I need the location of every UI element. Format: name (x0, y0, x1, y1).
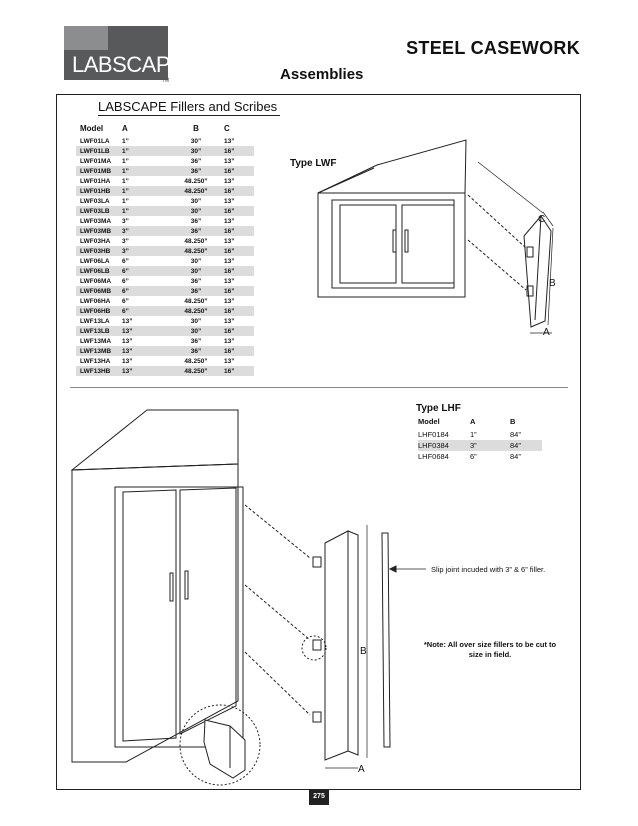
table-cell: 48.250” (184, 237, 208, 245)
table-cell: 30” (168, 266, 220, 276)
table-cell: LWF06HB (76, 306, 118, 316)
table-cell: 13” (224, 157, 235, 165)
page-number: 275 (309, 789, 329, 805)
table-cell: 48.250” (184, 177, 208, 185)
table-cell: 84” (510, 452, 521, 461)
table-cell: LWF03HB (76, 246, 118, 256)
table-cell: 6” (122, 257, 129, 265)
column-header-model: Model (418, 417, 440, 426)
logo-trademark: TM (162, 78, 170, 84)
oversize-note: *Note: All over size fillers to be cut to size in field. (423, 640, 557, 659)
lwf-dimension-a: A (543, 327, 550, 338)
table-cell: LWF03HA (80, 237, 111, 245)
table-cell: LWF06LB (76, 266, 118, 276)
table-cell: LWF13MB (76, 346, 118, 356)
table-cell: 3” (470, 440, 510, 451)
table-cell: LWF01HA (80, 177, 111, 185)
table-cell: 13” (224, 257, 235, 265)
section-title: Assemblies (280, 66, 364, 83)
table-cell: LWF01MB (76, 166, 118, 176)
table-cell: 30” (190, 137, 202, 145)
table-cell: 16” (220, 246, 254, 256)
table-cell: 1” (122, 137, 129, 145)
table-cell: LWF13LB (76, 326, 118, 336)
table-cell: LHF0184 (418, 430, 449, 439)
table-cell: 84” (510, 440, 542, 451)
table-header-row (418, 414, 542, 429)
lwf-dimension-b: B (549, 278, 556, 289)
table-cell: 16” (220, 326, 254, 336)
table-cell: 1” (122, 197, 129, 205)
table-cell: 30” (190, 197, 202, 205)
table-cell: LWF01LA (80, 137, 110, 145)
table-cell: 36” (168, 286, 220, 296)
lhf-dimension-a: A (358, 764, 365, 775)
table-cell: 3” (118, 246, 168, 256)
table-cell: 13” (224, 337, 235, 345)
table-cell: 1” (118, 146, 168, 156)
table-cell: 3” (118, 226, 168, 236)
table-cell: 16” (220, 166, 254, 176)
lhf-table (418, 414, 542, 462)
table-cell: LWF06LA (80, 257, 110, 265)
table-cell: 1” (122, 157, 129, 165)
table-cell: 16” (220, 266, 254, 276)
table-cell: 13” (224, 277, 235, 285)
fillers-title: LABSCAPE Fillers and Scribes (98, 99, 278, 114)
table-cell: 48.250” (168, 186, 220, 196)
type-lhf-label: Type LHF (416, 403, 461, 414)
table-cell: 30” (190, 257, 202, 265)
table-cell: 13” (224, 197, 235, 205)
table-cell: 30” (168, 146, 220, 156)
slip-joint-note: Slip joint incuded with 3” & 6” filler. (431, 565, 546, 574)
table-cell: 1” (118, 186, 168, 196)
table-cell: 30” (190, 317, 202, 325)
table-cell: LWF13LA (80, 317, 110, 325)
table-cell: LHF0384 (418, 440, 470, 451)
table-cell: 13” (122, 317, 133, 325)
table-cell: 1” (122, 177, 129, 185)
column-header-model: Model (80, 123, 104, 133)
table-cell: LWF01MA (80, 157, 112, 165)
table-cell: 13” (224, 317, 235, 325)
table-cell: 48.250” (168, 306, 220, 316)
table-cell: LWF01HB (76, 186, 118, 196)
table-cell: 13” (224, 137, 235, 145)
table-cell: 36” (168, 166, 220, 176)
table-cell: LWF13HB (76, 366, 118, 376)
table-cell: 13” (224, 217, 235, 225)
table-cell: 13” (224, 297, 235, 305)
table-cell: 13” (118, 346, 168, 356)
table-cell: LWF03LB (76, 206, 118, 216)
table-cell: 30” (168, 206, 220, 216)
table-cell: 36” (168, 226, 220, 236)
table-cell: LWF13HA (80, 357, 111, 365)
lhf-tall-cabinet-illustration (72, 410, 426, 785)
table-cell: 48.250” (184, 297, 208, 305)
table-cell: LWF13MA (80, 337, 112, 345)
table-cell: 6” (122, 277, 129, 285)
table-cell: 1” (118, 166, 168, 176)
table-cell: LWF03MA (80, 217, 112, 225)
table-cell: 16” (220, 286, 254, 296)
table-cell: 3” (122, 217, 129, 225)
table-cell: 13” (118, 326, 168, 336)
table-cell: 13” (224, 357, 235, 365)
table-cell: LWF06MB (76, 286, 118, 296)
table-cell: 13” (224, 237, 235, 245)
column-header-b: B (510, 417, 516, 426)
table-cell: LWF01LB (76, 146, 118, 156)
type-lwf-label: Type LWF (290, 158, 337, 169)
table-cell: 16” (220, 346, 254, 356)
column-header-b: B (193, 123, 199, 133)
table-cell: 6” (118, 306, 168, 316)
table-cell: 13” (224, 177, 235, 185)
table-cell: 3” (122, 237, 129, 245)
table-cell: 16” (220, 306, 254, 316)
table-cell: 36” (190, 217, 202, 225)
table-cell: 16” (220, 146, 254, 156)
table-cell: 1” (470, 430, 477, 439)
lhf-table-body (418, 429, 542, 462)
table-cell: 16” (220, 366, 254, 376)
table-cell: 84” (510, 430, 521, 439)
table-row (418, 429, 542, 440)
lwf-wall-cabinet-illustration (318, 140, 553, 333)
table-cell: 48.250” (168, 246, 220, 256)
table-cell: 36” (168, 346, 220, 356)
page-title: STEEL CASEWORK (406, 38, 580, 58)
column-header-c: C (224, 123, 230, 133)
table-cell: LWF06HA (80, 297, 111, 305)
table-cell: 36” (190, 157, 202, 165)
table-row (418, 440, 542, 451)
table-cell: 6” (122, 297, 129, 305)
logo-text: LABSCAPE (72, 52, 185, 77)
column-header-a: A (470, 417, 476, 426)
table-cell: 16” (220, 186, 254, 196)
table-cell: 6” (118, 286, 168, 296)
table-cell: 6” (470, 452, 477, 461)
table-cell: 16” (220, 206, 254, 216)
table-row (418, 451, 542, 462)
table-cell: LWF03MB (76, 226, 118, 236)
table-cell: 13” (122, 357, 133, 365)
table-cell: LWF03LA (80, 197, 110, 205)
table-cell: LHF0684 (418, 452, 449, 461)
table-cell: 36” (190, 337, 202, 345)
table-cell: 48.250” (184, 357, 208, 365)
table-cell: 36” (190, 277, 202, 285)
table-cell: 6” (118, 266, 168, 276)
table-cell: 13” (122, 337, 133, 345)
lwf-dimension-c: C (538, 214, 546, 225)
table-cell: 13” (118, 366, 168, 376)
lhf-dimension-b: B (360, 646, 367, 657)
table-cell: 48.250” (168, 366, 220, 376)
column-header-a: A (122, 123, 128, 133)
table-cell: LWF06MA (80, 277, 112, 285)
table-cell: 1” (118, 206, 168, 216)
table-cell: 16” (220, 226, 254, 236)
table-cell: 30” (168, 326, 220, 336)
